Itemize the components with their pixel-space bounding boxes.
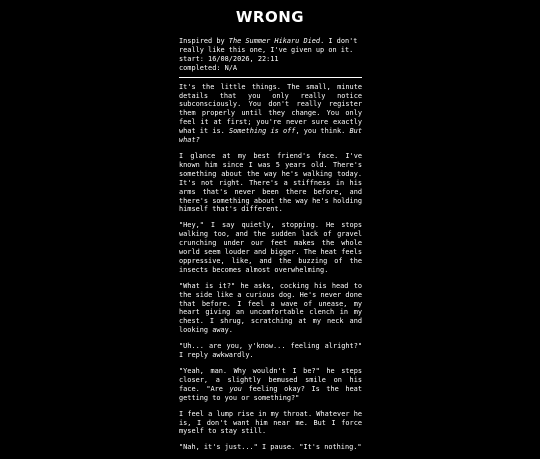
inspired-work-title: The Summer Hikaru Died xyxy=(228,37,321,45)
story-paragraph-1 xyxy=(179,83,362,145)
inspired-prefix: Inspired by xyxy=(179,37,229,45)
story-paragraph-7: I feel a lump rise in my throat. Whatever he is, I don't want him near me. But I force myself to stay still. xyxy=(179,409,362,436)
story-paragraph-8: "Nah, it's just..." I pause. "It's nothing." xyxy=(179,443,362,452)
story-paragraph-6 xyxy=(179,367,362,403)
divider xyxy=(179,77,362,78)
p6-text-a: "Yeah, man. Why wouldn't I be?" he steps closer, a slightly bemused smile on his face. "Are xyxy=(179,367,362,393)
story-paragraph-3: "Hey," I say quietly, stopping. He stops walking too, and the sudden lack of gravel crunching under our feet makes the whole world seem louder and bigger. The heat feels oppressive, like, and the buzzing of the insects becomes almost overwhelming. xyxy=(179,221,362,274)
inspired-by-line xyxy=(179,37,362,55)
story-paragraph-5: "Uh... are you, y'know... feeling alright?" I reply awkwardly. xyxy=(179,342,362,360)
p1-text-b: , you think. xyxy=(295,127,350,136)
p1-emphasis-1: Something is off xyxy=(228,127,296,136)
story-paragraph-2: I glance at my best friend's face. I've known him since I was 5 years old. There's something about the way he's walking today. It's not right. There's a stiffness in his arms that's never been there before, and there's something about the way he's holding himself that's different. xyxy=(179,151,362,214)
story-content xyxy=(179,37,362,459)
p1-text-a: It's the little things. The small, minute details that you only really notice subconsciously. You don't really register them properly until they change. You only feel it at first; you're never sure exactly what it is. xyxy=(179,82,362,136)
page-title: WRONG xyxy=(235,8,305,26)
inspired-suffix: . I don't really like this one, I've given up on it. xyxy=(179,37,358,54)
start-date: start: 16/08/2026, 22:11 xyxy=(179,54,279,63)
p6-text-b: feeling okay? Is the heat getting to you or something?" xyxy=(179,384,362,402)
story-meta xyxy=(179,37,362,73)
p1-emphasis-2: But what? xyxy=(179,127,362,145)
story-body xyxy=(179,83,362,453)
completed-date: completed: N/A xyxy=(179,63,238,72)
story-paragraph-4: "What is it?" he asks, cocking his head to the side like a curious dog. He's never done that before. I feel a wave of unease, my heart giving an uncomfortable clench in my chest. I shrug, scratching at my neck and looking away. xyxy=(179,281,362,335)
p6-emphasis: you xyxy=(229,384,242,393)
